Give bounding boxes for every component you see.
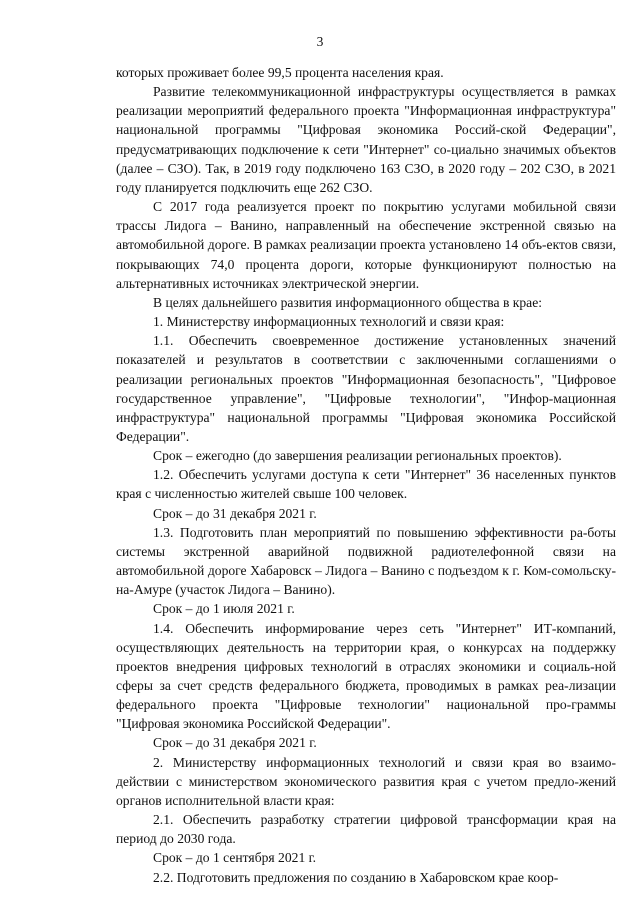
paragraph-1: которых проживает более 99,5 процента населения края. [116, 65, 444, 80]
paragraph-2: Развитие телекоммуникационной инфраструктуры осуществляется в рамках реализации мероприятий федерального проекта "Информационная инфраструктура" национальной программы "Цифровая экономика Россий-ской Федерации", предусматривающих подключение к сети "Интернет" со-циально значимых объектов (далее – СЗО). Так, в 2019 году подключено 163 СЗО, в 2020 году – 202 СЗО, в 2021 году планируется подключить еще 262 СЗО. [116, 84, 616, 195]
paragraph-5: 1. Министерству информационных технологий и связи края: [153, 314, 505, 330]
page-number: 3 [316, 34, 324, 49]
paragraph-12: 1.4. Обеспечить информирование через сеть "Интернет" ИТ-компаний, осуществляющих деятельность на территории края, о конкурсах на поддержку проектов внедрения цифровых технологий в отраслях экономики и социаль-ной сферы за счет средств федерального бюджета, проводимых в рамках реа-лизации федерального проекта "Цифровые технологии" национальной про-граммы "Цифровая экономика Российской Федерации". [116, 620, 616, 732]
paragraph-9: Срок – до 31 декабря 2021 г. [153, 505, 317, 521]
document-body [116, 63, 616, 887]
paragraph-16: Срок – до 1 сентября 2021 г. [153, 850, 317, 866]
paragraph-6: 1.1. Обеспечить своевременное достижение установленных значений показателей и результатов в соответствии с заключенными соглашениями о реализации региональных проектов "Информационная безопасность", "Цифровое государственное управление", "Цифровые технологии", "Инфор-мационная инфраструктура" национальной программы "Цифровая экономика Российской Федерации". [116, 333, 616, 444]
paragraph-13: Срок – до 31 декабря 2021 г. [153, 735, 317, 751]
paragraph-4: В целях дальнейшего развития информационного общества в крае: [153, 294, 543, 310]
paragraph-11: Срок – до 1 июля 2021 г. [153, 601, 295, 617]
paragraph-15: 2.1. Обеспечить разработку стратегии цифровой трансформации края на период до 2030 года. [116, 812, 616, 847]
paragraph-14: 2. Министерству информационных технологий и связи края во взаимо-действии с министерством экономического развития края с учетом предло-жений органов исполнительной власти края: [116, 754, 616, 808]
paragraph-8: 1.2. Обеспечить услугами доступа к сети "Интернет" 36 населенных пунктов края с численностью жителей свыше 100 человек. [116, 467, 616, 502]
paragraph-17: 2.2. Подготовить предложения по созданию в Хабаровском крае коор- [153, 869, 559, 885]
paragraph-3: С 2017 года реализуется проект по покрытию услугами мобильной связи трассы Лидога – Ванино, направленный на обеспечение экстренной связью на автомобильной дороге. В рамках реализации проекта установлено 14 объ-ектов связи, покрывающих 74,0 процента дороги, которые функционируют полностью на альтернативных источниках электрической энергии. [116, 199, 616, 291]
paragraph-7: Срок – ежегодно (до завершения реализации региональных проектов). [153, 448, 562, 464]
paragraph-10: 1.3. Подготовить план мероприятий по повышению эффективности ра-боты системы экстренной аварийной подвижной радиотелефонной связи на автомобильной дороге Хабаровск – Лидога – Ванино с подъездом к г. Ком-сомольску-на-Амуре (участок Лидога – Ванино). [116, 524, 616, 598]
